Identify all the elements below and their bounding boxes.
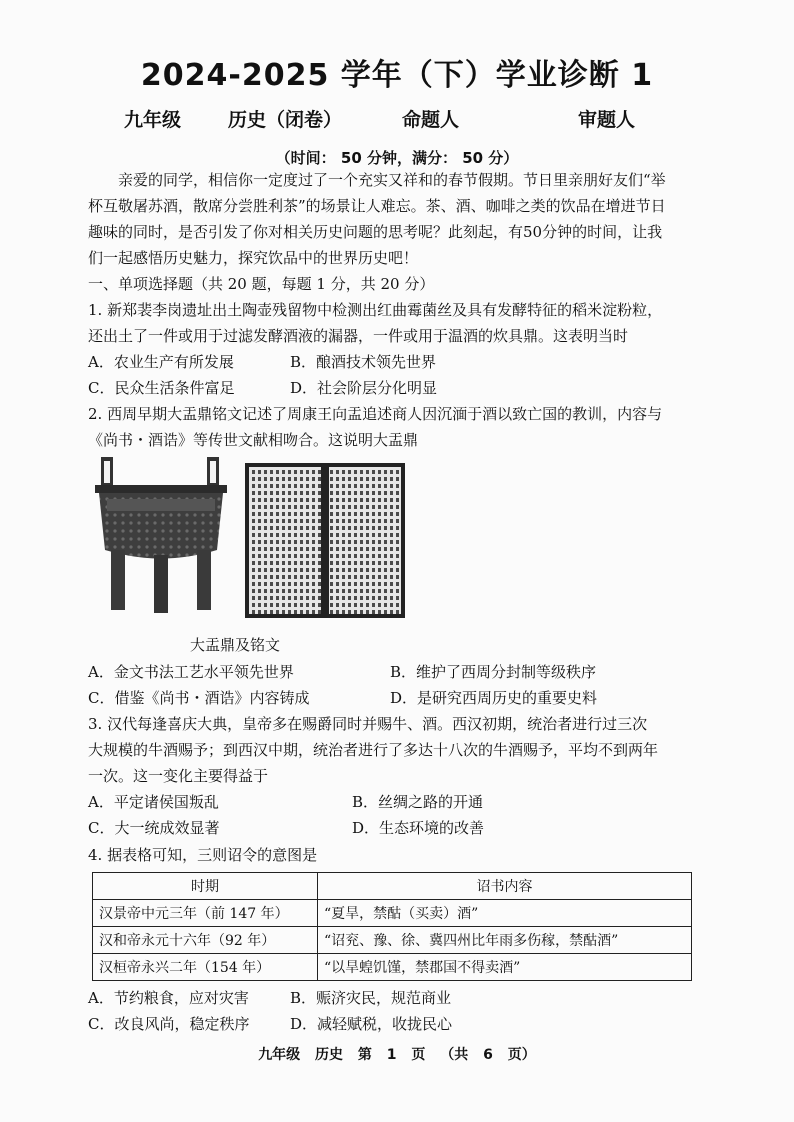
table-cell: “夏旱，禁酤（买卖）酒”: [318, 900, 692, 927]
q4-option-a[interactable]: A．节约粮食，应对灾害: [88, 989, 249, 1007]
page-footer: 九年级 历史 第 1 页 （共 6 页）: [258, 1047, 536, 1063]
column-header-period: 时期: [93, 873, 318, 900]
q3-option-c[interactable]: C．大一统成效显著: [88, 819, 220, 837]
figure-caption: 大盂鼎及铭文: [190, 636, 281, 654]
intro-line: 亲爱的同学，相信你一定度过了一个充实又祥和的春节假期。节日里亲朋好友们“举: [118, 171, 666, 189]
column-header-content: 诏书内容: [318, 873, 692, 900]
intro-line: 杯互敬屠苏酒，散席分尝胜利茶”的场景让人难忘。茶、酒、咖啡之类的饮品在增进节日: [88, 197, 666, 215]
q3-option-d[interactable]: D．生态环境的改善: [352, 819, 485, 837]
table-cell: 汉和帝永元十六年（92 年）: [93, 927, 318, 954]
intro-line: 趣味的同时，是否引发了你对相关历史问题的思考呢？此刻起，有50分钟的时间，让我: [88, 223, 663, 241]
table-cell: “诏兖、豫、徐、冀四州比年雨多伤稼，禁酤酒”: [318, 927, 692, 954]
edict-table: [92, 872, 692, 981]
table-cell: 汉桓帝永兴二年（154 年）: [93, 954, 318, 981]
q4-option-d[interactable]: D．减轻赋税，收拢民心: [290, 1015, 453, 1033]
ding-vessel-image: [95, 457, 227, 613]
q2-stem: 2. 西周早期大盂鼎铭文记述了周康王向盂追述商人因沉湎于酒以致亡国的教训，内容与: [88, 405, 663, 423]
q4-stem: 4. 据表格可知，三则诏令的意图是: [88, 846, 318, 864]
q2-stem: 《尚书・酒诰》等传世文献相吻合。这说明大盂鼎: [88, 431, 419, 449]
table-row: [93, 900, 692, 927]
subject-label: 历史（闭卷）: [228, 109, 343, 131]
q3-stem: 3. 汉代每逢喜庆大典，皇帝多在赐爵同时并赐牛、酒。西汉初期，统治者进行过三次: [88, 715, 648, 733]
setter-label: 命题人: [402, 109, 460, 131]
q1-option-d[interactable]: D．社会阶层分化明显: [290, 379, 438, 397]
inscription-rubbing-image: [245, 463, 405, 618]
q4-option-c[interactable]: C．改良风尚，稳定秩序: [88, 1015, 250, 1033]
table-header-row: [93, 873, 692, 900]
table-cell: 汉景帝中元三年（前 147 年）: [93, 900, 318, 927]
da-yu-ding-figure: [95, 455, 425, 630]
q2-option-d[interactable]: D．是研究西周历史的重要史料: [390, 689, 598, 707]
intro-line: 们一起感悟历史魅力，探究饮品中的世界历史吧！: [88, 249, 419, 267]
q1-option-c[interactable]: C．民众生活条件富足: [88, 379, 235, 397]
q2-option-b[interactable]: B．维护了西周分封制等级秩序: [390, 663, 597, 681]
table-row: [93, 954, 692, 981]
q3-option-b[interactable]: B．丝绸之路的开通: [352, 793, 484, 811]
reviewer-label: 审题人: [578, 109, 636, 131]
q1-option-a[interactable]: A．农业生产有所发展: [88, 353, 234, 371]
q4-option-b[interactable]: B．赈济灾民，规范商业: [290, 989, 452, 1007]
grade-label: 九年级: [124, 109, 182, 131]
section-heading: 一、单项选择题（共 20 题，每题 1 分，共 20 分）: [88, 275, 435, 293]
q3-stem: 大规模的牛酒赐予；到西汉中期，统治者进行了多达十八次的牛酒赐予，平均不到两年: [88, 741, 659, 759]
q3-option-a[interactable]: A．平定诸侯国叛乱: [88, 793, 219, 811]
q3-stem: 一次。这一变化主要得益于: [88, 767, 269, 785]
q2-option-a[interactable]: A．金文书法工艺水平领先世界: [88, 663, 294, 681]
q1-option-b[interactable]: B．酿酒技术领先世界: [290, 353, 437, 371]
exam-meta-row: [0, 105, 794, 135]
q1-stem: 1. 新郑裴李岗遗址出土陶壶残留物中检测出红曲霉菌丝及具有发酵特征的稻米淀粉粒，: [88, 301, 663, 319]
table-cell: “以旱蝗饥馑，禁郡国不得卖酒”: [318, 954, 692, 981]
q2-option-c[interactable]: C．借鉴《尚书・酒诰》内容铸成: [88, 689, 310, 707]
q1-stem: 还出土了一件或用于过滤发酵酒液的漏器，一件或用于温酒的炊具鼎。这表明当时: [88, 327, 629, 345]
table-row: [93, 927, 692, 954]
time-info: （时间： 50 分钟，满分： 50 分）: [275, 149, 519, 167]
exam-title: 2024-2025 学年（下）学业诊断 1: [140, 58, 654, 93]
